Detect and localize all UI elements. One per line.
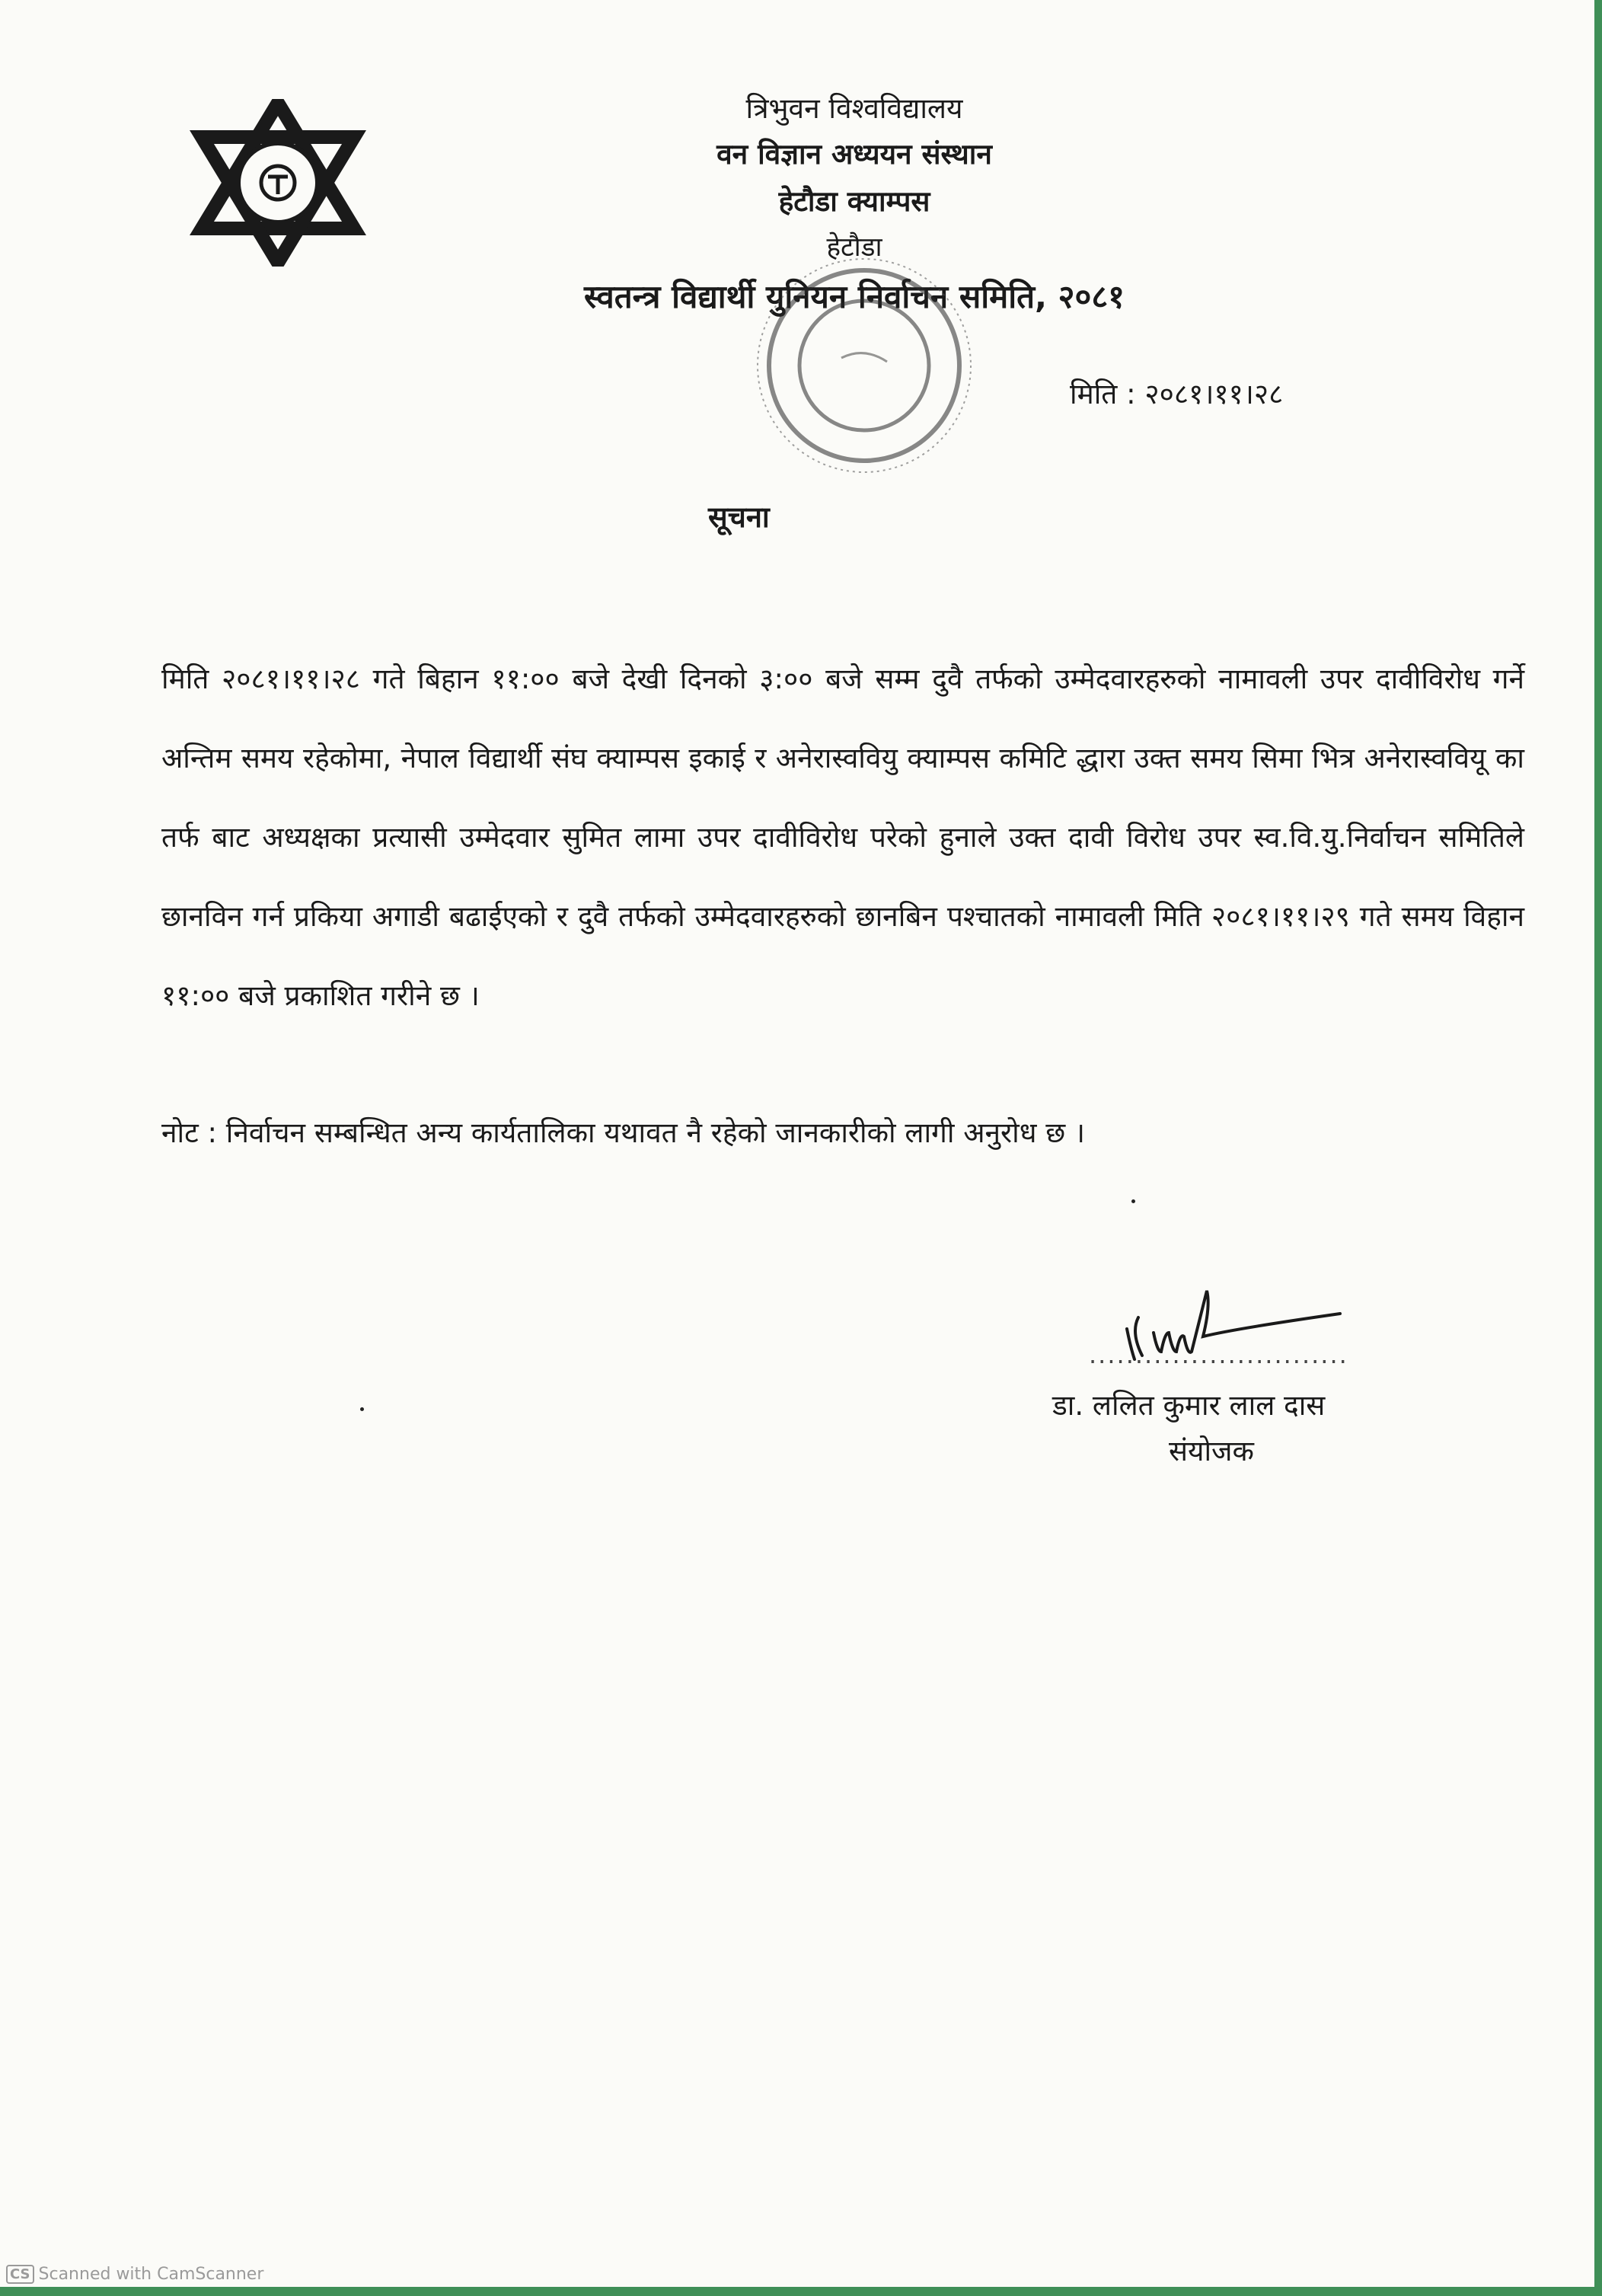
committee-title: स्वतन्त्र विद्यार्थी युनियन निर्वाचन समिति, २०८१ [584,278,1125,315]
signature-dotted-line: ............................ [1089,1340,1348,1369]
notice-date: मिति : २०८१।११।२८ [1070,378,1284,410]
scan-speck [1131,1199,1135,1203]
city-name: हेटौडा [826,232,882,263]
notice-title: सूचना [708,500,770,534]
camscanner-text: Scanned with CamScanner [38,2265,264,2284]
scan-border-bottom [0,2287,1602,2296]
campus-name: हेटौडा क्याम्पस [778,185,930,218]
camscanner-watermark [6,2265,263,2284]
notice-note: नोट : निर्वाचन सम्बन्धित अन्य कार्यतालिका यथावत नै रहेको जानकारीको लागी अनुरोध छ । [161,1116,1085,1149]
scan-speck [360,1407,364,1411]
university-name: त्रिभुवन विश्वविद्यालय [745,92,963,125]
institute-name: वन विज्ञान अध्ययन संस्थान [716,138,992,171]
scan-border-right [1594,0,1602,2296]
notice-body: मिति २०८१।११।२८ गते बिहान ११:०० बजे देखी दिनको ३:०० बजे सम्म दुवै तर्फको उम्मेदवारहरुको नामावली उपर दावीविरोध गर्ने अन्तिम समय रहेकोमा, नेपाल विद्यार्थी संघ क्याम्पस इकाई र अनेरास्ववियु क्याम्पस कमिटि द्धारा उक्त समय सिमा भित्र अनेरास्ववियू का तर्फ बाट अध्यक्षका प्रत्यासी उम्मेदवार सुमित लामा उपर दावीविरोध परेको हुनाले उक्त दावी विरोध उपर स्व.वि.यु.निर्वाचन समितिले छानविन गर्न प्रकिया अगाडी बढाईएको र दुवै तर्फको उम्मेदवारहरुको छानबिन पश्चातको नामावली मिति २०८१।११।२९ गते समय विहान ११:०० बजे प्रकाशित गरीने छ । [161,663,1524,1012]
signer-name: डा. ललित कुमार लाल दास [1052,1389,1326,1422]
camscanner-logo-icon: CS [6,2265,34,2284]
signer-role: संयोजक [1169,1435,1254,1467]
official-round-seal-icon [750,251,978,480]
